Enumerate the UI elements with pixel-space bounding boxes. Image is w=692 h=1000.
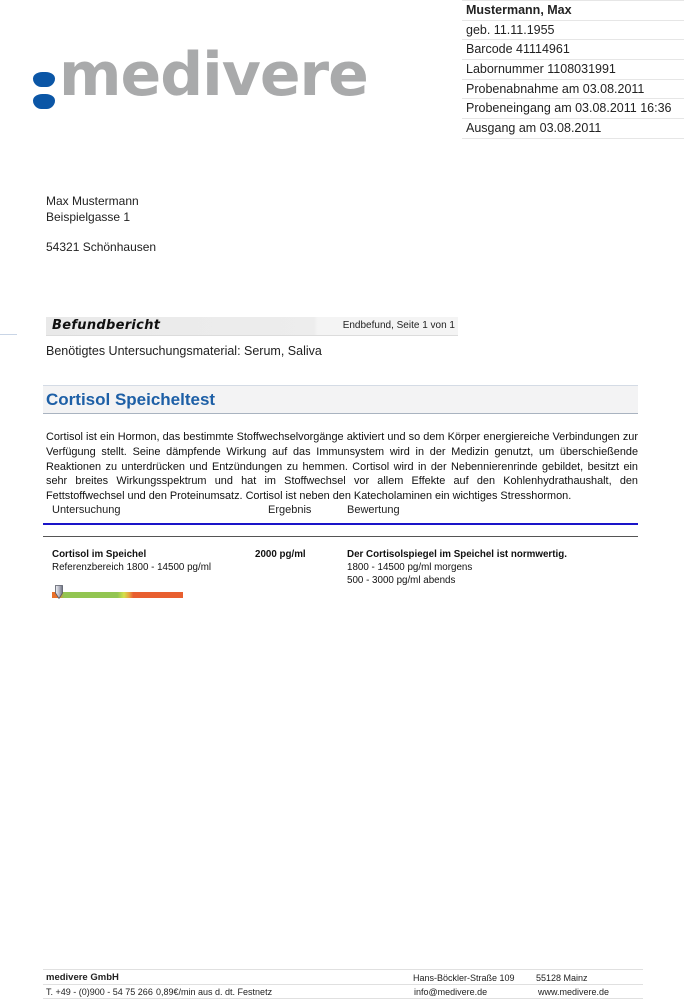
footer-website[interactable]: www.medivere.de xyxy=(538,987,610,997)
barcode: Barcode 41114961 xyxy=(462,40,684,60)
section-title: Cortisol Speicheltest xyxy=(46,390,216,409)
logo-wordmark: medivere xyxy=(59,40,368,110)
footer-divider-bottom xyxy=(43,998,643,999)
result-gauge-bar xyxy=(52,592,183,598)
report-title: Befundbericht xyxy=(52,318,161,333)
patient-info-box xyxy=(462,0,684,139)
birth-date: geb. 11.11.1955 xyxy=(462,21,684,41)
footer-divider-top xyxy=(43,969,643,970)
section-description: Cortisol ist ein Hormon, das bestimmte Stoffwechselvorgänge aktiviert und so dem Körper energiereiche Verbindungen zur Verfügung stellt. Seine dämpfende Wirkung auf das Immunsystem wird in der Medizin genutzt, um überschießende Reaktionen zu unterdrücken und Entzündungen zu hemmen. Cortisol wird in der Nebennierenrinde gebildet, besitzt ein sehr breites Wirkungsspektrum und hat im Stoffwechsel vor allem Effekte auf den Kohlenhydrathaushalt, den Fettstoffwechsel und den Proteinumsatz. Cortisol ist neben den Katecholaminen ein wichtiges Stresshormon. xyxy=(46,431,638,503)
footer-phone: T. +49 - (0)900 - 54 75 266 xyxy=(46,987,153,997)
test-result: 2000 pg/ml xyxy=(255,549,306,560)
test-name: Cortisol im Speichel xyxy=(52,549,147,560)
evening-range: 500 - 3000 pg/ml abends xyxy=(347,575,456,586)
recipient-name: Max Mustermann xyxy=(46,194,139,208)
recipient-address xyxy=(46,193,156,255)
column-header-result: Ergebnis xyxy=(268,504,312,516)
footer-phone-rate: 0,89€/min aus d. dt. Festnetz xyxy=(156,987,273,997)
footer-divider-middle xyxy=(43,984,643,985)
sample-collection-date: Probenabnahme am 03.08.2011 xyxy=(462,80,684,100)
header-divider xyxy=(43,523,638,525)
fold-mark xyxy=(0,334,17,335)
footer-company: medivere GmbH xyxy=(46,972,119,983)
section-header xyxy=(43,385,638,414)
test-rating: Der Cortisolspiegel im Speichel ist normwertig. xyxy=(347,549,567,560)
gauge-marker-icon xyxy=(55,585,63,599)
footer-street: Hans-Böckler-Straße 109 xyxy=(413,973,515,983)
row-divider xyxy=(43,536,638,537)
footer-city: 55128 Mainz xyxy=(536,973,588,983)
lab-number: Labornummer 1108031991 xyxy=(462,60,684,80)
morning-range: 1800 - 14500 pg/ml morgens xyxy=(347,562,473,573)
recipient-city: 54321 Schönhausen xyxy=(46,240,157,254)
recipient-street: Beispielgasse 1 xyxy=(46,210,131,224)
sample-receipt-date: Probeneingang am 03.08.2011 16:36 xyxy=(462,99,684,119)
report-header-bar xyxy=(46,317,458,336)
output-date: Ausgang am 03.08.2011 xyxy=(462,119,684,139)
report-page-info: Endbefund, Seite 1 von 1 xyxy=(342,320,455,331)
column-header-rating: Bewertung xyxy=(347,504,400,516)
reference-range: Referenzbereich 1800 - 14500 pg/ml xyxy=(52,562,212,573)
patient-name: Mustermann, Max xyxy=(462,0,684,21)
required-material: Benötigtes Untersuchungsmaterial: Serum, Saliva xyxy=(46,344,322,358)
logo-dots-icon xyxy=(33,72,55,112)
footer-email[interactable]: info@medivere.de xyxy=(414,987,488,997)
column-header-test: Untersuchung xyxy=(52,504,121,516)
